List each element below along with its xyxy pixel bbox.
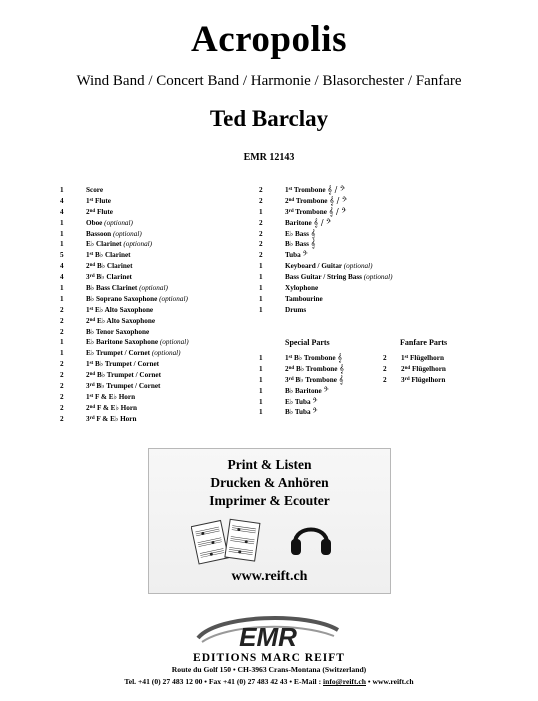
part-row <box>60 316 189 327</box>
fanfare-parts-heading: Fanfare Parts <box>400 338 448 347</box>
clef-icon: 𝄞 <box>310 228 316 238</box>
part-row <box>60 261 189 272</box>
part-name: 3rd Flügelhorn <box>401 375 446 384</box>
part-quantity: 1 <box>259 305 263 314</box>
part-row <box>259 196 393 207</box>
part-name: Bass Guitar / String Bass (optional) <box>285 273 393 282</box>
part-row <box>259 386 344 397</box>
publisher-contact <box>0 677 538 686</box>
clef-icon: 𝄢 <box>302 250 308 260</box>
part-name: 3rd B♭ Trumpet / Cornet <box>86 382 161 391</box>
part-row <box>259 294 393 305</box>
part-quantity: 1 <box>259 386 263 395</box>
part-name: Tambourine <box>285 294 323 303</box>
part-quantity: 5 <box>60 251 64 260</box>
part-name: 2nd B♭ Clarinet <box>86 262 133 271</box>
part-row <box>60 272 189 283</box>
part-row <box>259 229 393 240</box>
part-quantity: 1 <box>60 349 64 358</box>
part-quantity: 1 <box>259 207 263 216</box>
part-row <box>383 375 446 386</box>
part-row <box>60 392 189 403</box>
part-name: 2nd Flügelhorn <box>401 364 446 373</box>
part-name: B♭ Tuba 𝄢 <box>285 407 318 417</box>
part-row <box>259 185 393 196</box>
part-name: Baritone 𝄞 / 𝄢 <box>285 217 332 227</box>
part-row <box>259 375 344 386</box>
part-quantity: 2 <box>259 240 263 249</box>
part-name: B♭ Tenor Saxophone <box>86 327 150 336</box>
part-name: B♭ Baritone 𝄢 <box>285 385 329 395</box>
part-row <box>60 381 189 392</box>
publisher-address: Route du Golf 150 • CH-3963 Crans-Montana (Switzerland) <box>171 665 367 674</box>
part-quantity: 4 <box>60 207 64 216</box>
part-name: 3rd B♭ Trombone 𝄞 <box>285 374 344 384</box>
part-quantity: 2 <box>383 354 387 362</box>
part-quantity: 2 <box>259 186 263 194</box>
part-quantity: 1 <box>60 294 64 303</box>
part-name: E♭ Bass 𝄞 <box>285 228 316 238</box>
part-name: 3rd Trombone 𝄞 / 𝄢 <box>285 206 347 216</box>
part-quantity: 1 <box>259 284 263 293</box>
part-row <box>60 403 189 414</box>
contact-phone-fax: Tel. +41 (0) 27 483 12 00 • Fax +41 (0) 27 483 42 43 • E-Mail : <box>124 677 323 686</box>
part-quantity: 1 <box>259 354 263 362</box>
part-name: 1st Flügelhorn <box>401 354 444 362</box>
clef-icon: 𝄞 <box>310 239 316 249</box>
part-quantity: 1 <box>60 284 64 293</box>
part-quantity: 1 <box>60 229 64 238</box>
part-name: 1st B♭ Trombone 𝄞 <box>285 353 343 362</box>
part-row <box>60 229 189 240</box>
part-row <box>60 305 189 316</box>
part-row <box>259 407 344 418</box>
part-row <box>259 250 393 261</box>
part-row <box>60 196 189 207</box>
part-quantity: 2 <box>60 305 64 314</box>
part-name: E♭ Trumpet / Cornet (optional) <box>86 349 181 358</box>
ensemble-subtitle: Wind Band / Concert Band / Harmonie / Blasorchester / Fanfare <box>76 73 462 89</box>
clef-icon: 𝄞 / 𝄢 <box>328 206 347 216</box>
part-quantity: 2 <box>259 251 263 260</box>
part-name: 2nd Trombone 𝄞 / 𝄢 <box>285 195 347 205</box>
part-quantity: 1 <box>60 218 64 227</box>
part-name: B♭ Bass 𝄞 <box>285 239 316 249</box>
part-quantity: 2 <box>60 403 64 412</box>
part-quantity: 2 <box>383 364 387 373</box>
part-quantity: 2 <box>60 316 64 325</box>
promo-line-drucken: Drucken & Anhören <box>210 475 329 490</box>
catalog-number: EMR 12143 <box>243 152 295 163</box>
part-row <box>60 359 189 370</box>
part-row <box>259 283 393 294</box>
special-parts-list <box>259 353 344 418</box>
sheet-music-icon <box>191 515 263 565</box>
part-row <box>60 239 189 250</box>
clef-icon: 𝄞 <box>337 353 343 362</box>
part-row <box>259 353 344 364</box>
part-quantity: 1 <box>259 397 263 406</box>
part-name: Keyboard / Guitar (optional) <box>285 262 373 271</box>
part-quantity: 2 <box>60 392 64 401</box>
part-quantity: 1 <box>259 364 263 373</box>
part-quantity: 1 <box>60 240 64 249</box>
part-row <box>259 207 393 218</box>
part-quantity: 2 <box>60 414 64 423</box>
part-row <box>259 272 393 283</box>
part-name: Oboe (optional) <box>86 218 133 227</box>
part-row <box>60 337 189 348</box>
part-row <box>60 348 189 359</box>
part-row <box>60 370 189 381</box>
part-name: Xylophone <box>285 284 319 293</box>
part-row <box>60 207 189 218</box>
part-row <box>60 294 189 305</box>
part-row <box>259 218 393 229</box>
part-quantity: 1 <box>60 186 64 194</box>
promo-website[interactable]: www.reift.ch <box>231 569 308 584</box>
part-name: 1st F & E♭ Horn <box>86 392 136 401</box>
part-quantity: 2 <box>60 371 64 380</box>
part-name: 1st B♭ Trumpet / Cornet <box>86 360 160 369</box>
part-row <box>60 218 189 229</box>
part-row <box>259 397 344 408</box>
promo-line-imprimer: Imprimer & Ecouter <box>209 493 330 508</box>
emr-logo <box>188 608 348 658</box>
part-quantity: 1 <box>259 262 263 271</box>
part-name: Drums <box>285 305 307 314</box>
part-quantity: 1 <box>259 273 263 282</box>
part-name: E♭ Clarinet (optional) <box>86 240 153 249</box>
part-row <box>60 283 189 294</box>
part-quantity: 4 <box>60 273 64 282</box>
promo-line-print-listen: Print & Listen <box>227 457 312 472</box>
clef-icon: 𝄞 <box>338 374 344 384</box>
part-row <box>60 414 189 425</box>
part-row <box>259 364 344 375</box>
part-quantity: 2 <box>60 327 64 336</box>
logo-text: EMR <box>239 622 297 652</box>
email-link[interactable]: info@reift.ch <box>323 677 366 686</box>
part-name: 3rd F & E♭ Horn <box>86 414 137 423</box>
part-name: 1st B♭ Clarinet <box>86 251 131 260</box>
part-name: Score <box>86 186 104 194</box>
part-name: 2nd E♭ Alto Saxophone <box>86 316 156 325</box>
part-row <box>259 305 393 316</box>
part-quantity: 4 <box>60 196 64 205</box>
part-quantity: 1 <box>259 375 263 384</box>
score-title: Acropolis <box>191 19 347 60</box>
part-quantity: 4 <box>60 262 64 271</box>
clef-icon: 𝄞 / 𝄢 <box>327 185 346 194</box>
clef-icon: 𝄢 <box>312 407 318 417</box>
part-name: E♭ Tuba 𝄢 <box>285 396 318 406</box>
parts-list-left <box>60 185 189 425</box>
clef-icon: 𝄢 <box>323 385 329 395</box>
part-row <box>60 327 189 338</box>
part-row <box>259 239 393 250</box>
part-name: 2nd Flute <box>86 207 113 216</box>
part-quantity: 1 <box>259 408 263 417</box>
part-row <box>259 261 393 272</box>
headphones-icon <box>289 515 333 559</box>
publisher-name: EDITIONS MARC REIFT <box>193 652 345 664</box>
clef-icon: 𝄞 / 𝄢 <box>313 217 332 227</box>
part-quantity: 1 <box>259 294 263 303</box>
part-name: Tuba 𝄢 <box>285 250 308 260</box>
part-row <box>60 185 189 196</box>
part-name: 1st Flute <box>86 196 111 205</box>
part-row <box>383 353 446 364</box>
part-name: 1st E♭ Alto Saxophone <box>86 305 154 314</box>
part-name: B♭ Bass Clarinet (optional) <box>86 284 168 293</box>
part-name: E♭ Baritone Saxophone (optional) <box>86 338 189 347</box>
part-quantity: 2 <box>383 375 387 384</box>
contact-website: • www.reift.ch <box>366 677 414 686</box>
part-name: 2nd F & E♭ Horn <box>86 403 138 412</box>
part-name: 1st Trombone 𝄞 / 𝄢 <box>285 185 346 194</box>
part-quantity: 2 <box>259 229 263 238</box>
print-listen-banner[interactable] <box>148 448 391 594</box>
part-name: 3rd B♭ Clarinet <box>86 273 132 282</box>
part-quantity: 2 <box>259 218 263 227</box>
fanfare-parts-list <box>383 353 446 386</box>
part-quantity: 2 <box>259 196 263 205</box>
part-name: 2nd B♭ Trumpet / Cornet <box>86 371 161 380</box>
part-quantity: 2 <box>60 382 64 391</box>
composer-name: Ted Barclay <box>209 106 329 131</box>
parts-list-middle <box>259 185 393 316</box>
part-row <box>383 364 446 375</box>
part-name: Bassoon (optional) <box>86 229 142 238</box>
clef-icon: 𝄞 / 𝄢 <box>329 195 347 205</box>
part-quantity: 2 <box>60 360 64 369</box>
part-row <box>60 250 189 261</box>
part-name: 2nd B♭ Trombone 𝄞 <box>285 363 345 373</box>
part-quantity: 1 <box>60 338 64 347</box>
clef-icon: 𝄢 <box>312 396 318 406</box>
part-name: B♭ Soprano Saxophone (optional) <box>86 294 188 303</box>
clef-icon: 𝄞 <box>339 363 345 373</box>
special-parts-heading: Special Parts <box>285 338 330 347</box>
